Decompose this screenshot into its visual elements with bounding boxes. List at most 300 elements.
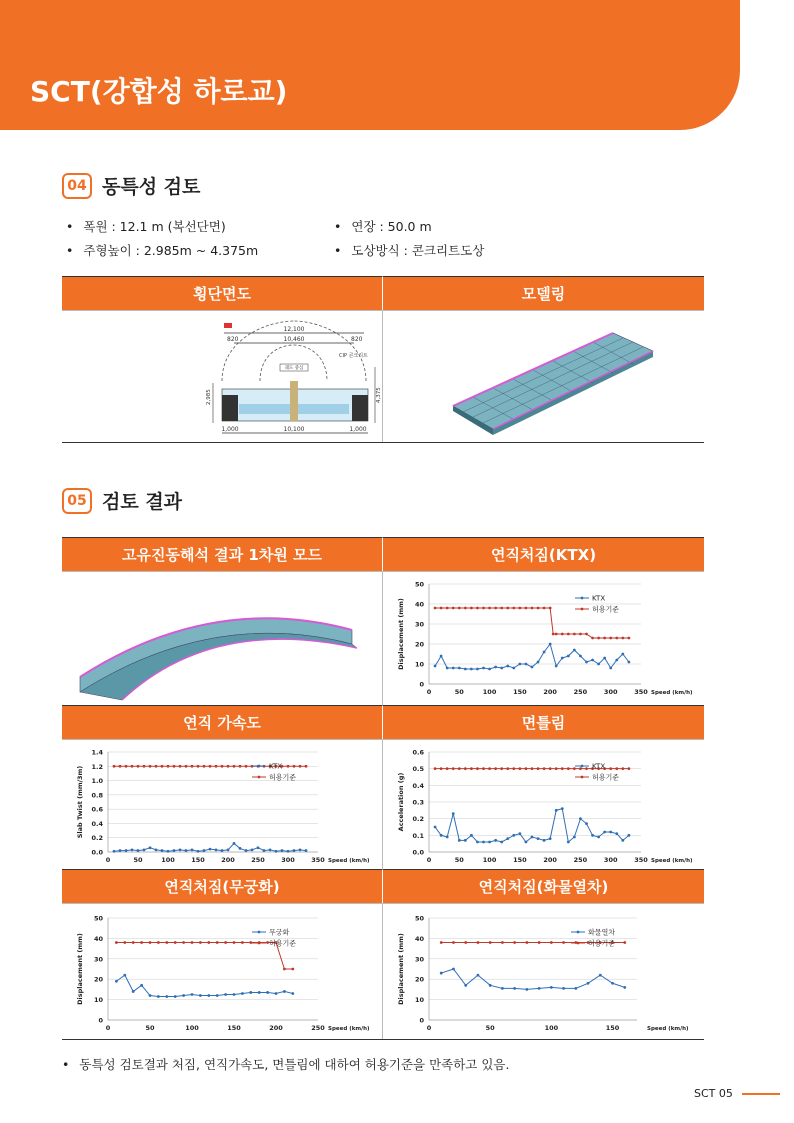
mode-shape-image: [62, 572, 382, 706]
data-point: [476, 841, 479, 844]
data-point: [476, 607, 479, 610]
data-point: [452, 941, 455, 944]
cross-section-drawing: [62, 311, 382, 443]
y-tick-label: 50: [414, 580, 424, 589]
data-point: [627, 767, 630, 770]
data-point: [434, 607, 437, 610]
x-tick-label: 150: [513, 688, 527, 696]
y-tick-label: 0.1: [412, 831, 424, 840]
y-tick-label: 0: [419, 680, 424, 689]
data-point: [197, 850, 200, 853]
data-point: [199, 994, 202, 997]
data-point: [149, 941, 152, 944]
cross-section-cell: [62, 310, 382, 442]
data-point: [525, 988, 528, 991]
data-point: [197, 765, 200, 768]
data-point: [537, 607, 540, 610]
data-point: [567, 655, 570, 658]
table-header: 횡단면도: [62, 276, 382, 310]
data-point: [251, 848, 254, 851]
data-point: [555, 665, 558, 668]
x-tick-label: 100: [544, 1024, 559, 1032]
data-point: [464, 668, 467, 671]
data-point: [538, 941, 541, 944]
data-point: [476, 668, 479, 671]
data-point: [525, 941, 528, 944]
data-point: [482, 767, 485, 770]
data-point: [561, 767, 564, 770]
chart-mugunghwa-displacement: [62, 904, 382, 1040]
data-point: [579, 817, 582, 820]
y-tick-label: 1.4: [91, 748, 103, 757]
y-tick-label: 0.2: [91, 834, 103, 843]
data-point: [143, 848, 146, 851]
data-point: [506, 665, 509, 668]
data-point: [488, 841, 491, 844]
chart-cell: [382, 739, 704, 869]
x-tick-label: 350: [634, 688, 648, 696]
section-title: 동특성 검토: [102, 176, 201, 198]
spec-list-right: [334, 215, 484, 263]
data-point: [191, 993, 194, 996]
modeling-cell: [382, 310, 704, 442]
legend-marker: [577, 931, 580, 934]
spec-item: • 연장 : 50.0 m: [334, 215, 484, 239]
data-point: [470, 668, 473, 671]
data-point: [518, 663, 521, 666]
y-tick-label: 50: [93, 914, 103, 923]
data-point: [125, 765, 128, 768]
data-point: [609, 831, 612, 834]
data-point: [477, 941, 480, 944]
x-axis-label: Speed (km/h): [328, 1026, 370, 1032]
y-tick-label: 0.0: [412, 848, 424, 857]
legend-marker: [258, 776, 261, 779]
data-point: [482, 607, 485, 610]
data-point: [585, 822, 588, 825]
data-point: [263, 849, 266, 852]
data-point: [140, 941, 143, 944]
data-point: [155, 765, 158, 768]
footer-rule: [742, 1093, 780, 1095]
data-point: [627, 834, 630, 837]
data-point: [506, 767, 509, 770]
data-point: [458, 767, 461, 770]
y-tick-label: 0.6: [412, 748, 424, 757]
x-axis-label: Speed (km/h): [651, 690, 693, 696]
x-tick-label: 150: [605, 1024, 620, 1032]
data-point: [113, 850, 116, 853]
section-05-heading: [62, 487, 182, 514]
data-point: [552, 633, 555, 636]
data-point: [440, 767, 443, 770]
data-point: [494, 666, 497, 669]
legend-marker: [581, 776, 584, 779]
data-point: [131, 848, 134, 851]
y-axis-label: Displacement (mm): [76, 933, 84, 1005]
data-point: [549, 767, 552, 770]
data-point: [470, 607, 473, 610]
data-point: [173, 849, 176, 852]
x-tick-label: 50: [454, 688, 464, 696]
data-point: [241, 992, 244, 995]
data-point: [464, 767, 467, 770]
data-point: [165, 941, 168, 944]
y-axis-label: Acceleration (g): [397, 772, 405, 832]
data-point: [209, 848, 212, 851]
data-point: [477, 974, 480, 977]
data-point: [157, 995, 160, 998]
y-tick-label: 1.0: [91, 777, 103, 786]
data-point: [185, 765, 188, 768]
y-tick-label: 30: [93, 955, 103, 964]
data-point: [167, 850, 170, 853]
x-tick-label: 0: [105, 1024, 111, 1032]
data-point: [224, 941, 227, 944]
y-tick-label: 40: [414, 934, 424, 943]
table-header: 연직처짐(무궁화): [62, 869, 382, 903]
data-point: [537, 661, 540, 664]
chart-cell: [382, 903, 704, 1039]
data-point: [131, 765, 134, 768]
x-tick-label: 250: [251, 856, 265, 864]
height-right: 4,375: [376, 387, 382, 403]
x-tick-label: 100: [482, 856, 497, 864]
data-point: [538, 987, 541, 990]
y-tick-label: 50: [414, 914, 424, 923]
legend-marker: [581, 597, 584, 600]
section-05-table: [62, 537, 704, 1040]
data-point: [458, 607, 461, 610]
x-tick-label: 0: [426, 1024, 432, 1032]
data-point: [627, 661, 630, 664]
data-point: [543, 651, 546, 654]
data-point: [440, 655, 443, 658]
data-point: [245, 849, 248, 852]
data-point: [597, 637, 600, 640]
data-point: [591, 834, 594, 837]
data-point: [537, 837, 540, 840]
data-point: [470, 767, 473, 770]
chart-slab-twist: [383, 740, 705, 870]
x-axis-label: Speed (km/h): [647, 1026, 689, 1032]
data-point: [489, 941, 492, 944]
x-axis-label: Speed (km/h): [328, 858, 370, 864]
data-point: [179, 765, 182, 768]
data-point: [182, 994, 185, 997]
dim-bottom-3: 1,000: [349, 426, 367, 433]
data-point: [149, 846, 152, 849]
data-point: [440, 972, 443, 975]
data-point: [452, 667, 455, 670]
data-point: [203, 765, 206, 768]
legend-marker: [581, 765, 584, 768]
data-point: [512, 767, 515, 770]
conclusion-note: • 동특성 검토결과 처짐, 연직가속도, 면틀림에 대하여 허용기준을 만족하고 있음.: [62, 1055, 509, 1073]
data-point: [567, 841, 570, 844]
data-point: [550, 941, 553, 944]
data-point: [573, 767, 576, 770]
data-point: [597, 663, 600, 666]
x-tick-label: 250: [573, 856, 588, 864]
y-tick-label: 0.4: [412, 781, 424, 790]
data-point: [525, 841, 528, 844]
legend-label: KTX: [269, 762, 283, 771]
legend-label: KTX: [592, 762, 606, 771]
data-point: [518, 607, 521, 610]
data-point: [501, 941, 504, 944]
data-point: [562, 987, 565, 990]
y-tick-label: 20: [414, 975, 424, 984]
data-point: [512, 834, 515, 837]
section-number: 05: [62, 488, 92, 514]
x-tick-label: 100: [161, 856, 175, 864]
x-tick-label: 300: [281, 856, 295, 864]
data-point: [115, 941, 118, 944]
data-point: [587, 982, 590, 985]
data-point: [440, 834, 443, 837]
table-header: 고유진동해석 결과 1차원 모드: [62, 537, 382, 571]
bridge-model-image: [383, 311, 705, 443]
data-point: [452, 607, 455, 610]
data-point: [299, 765, 302, 768]
spec-item: • 도상방식 : 콘크리트도상: [334, 239, 484, 263]
data-point: [233, 993, 236, 996]
data-point: [525, 663, 528, 666]
data-point: [137, 765, 140, 768]
data-point: [561, 633, 564, 636]
legend-label: 허용기준: [269, 939, 297, 948]
legend-label: 허용기준: [592, 605, 620, 614]
data-point: [266, 991, 269, 994]
data-point: [207, 994, 210, 997]
data-point: [500, 667, 503, 670]
x-tick-label: 250: [573, 688, 588, 696]
data-point: [149, 765, 152, 768]
data-point: [199, 941, 202, 944]
y-tick-label: 10: [414, 996, 424, 1005]
x-tick-label: 100: [185, 1024, 199, 1032]
y-axis-label: Slab Twist (mm/3m): [76, 765, 84, 839]
data-point: [500, 607, 503, 610]
data-point: [489, 984, 492, 987]
data-point: [458, 839, 461, 842]
x-tick-label: 250: [311, 1024, 325, 1032]
data-point: [283, 968, 286, 971]
data-point: [518, 832, 521, 835]
x-tick-label: 350: [634, 856, 648, 864]
data-point: [185, 849, 188, 852]
data-point: [174, 995, 177, 998]
data-point: [275, 992, 278, 995]
data-point: [464, 984, 467, 987]
data-point: [167, 765, 170, 768]
dim-top-2: 10,460: [283, 336, 305, 343]
data-point: [182, 941, 185, 944]
data-point: [137, 849, 140, 852]
data-point: [609, 667, 612, 670]
table-header: 연직처짐(화물열차): [382, 869, 704, 903]
data-point: [440, 941, 443, 944]
header-banner: [0, 0, 740, 130]
data-point: [191, 941, 194, 944]
data-point: [615, 832, 618, 835]
data-point: [293, 765, 296, 768]
y-tick-label: 0.5: [412, 765, 424, 774]
data-point: [119, 849, 122, 852]
data-point: [241, 941, 244, 944]
y-tick-label: 1.2: [91, 762, 103, 771]
x-tick-label: 200: [269, 1024, 283, 1032]
x-tick-label: 0: [105, 856, 111, 864]
data-point: [621, 653, 624, 656]
data-point: [458, 667, 461, 670]
data-point: [623, 941, 626, 944]
data-point: [161, 849, 164, 852]
data-point: [585, 633, 588, 636]
data-point: [227, 765, 230, 768]
data-point: [555, 767, 558, 770]
x-tick-label: 0: [426, 856, 432, 864]
data-point: [579, 655, 582, 658]
chart-ktx-displacement: [383, 572, 705, 706]
data-point: [494, 767, 497, 770]
section-04-table: [62, 276, 704, 443]
data-point: [562, 941, 565, 944]
data-point: [434, 826, 437, 829]
y-tick-label: 0: [98, 1016, 103, 1025]
data-point: [446, 767, 449, 770]
data-point: [597, 836, 600, 839]
x-tick-label: 50: [145, 1024, 155, 1032]
data-point: [506, 607, 509, 610]
legend-label: 화물열차: [588, 928, 616, 937]
data-point: [482, 841, 485, 844]
data-point: [283, 990, 286, 993]
data-point: [165, 995, 168, 998]
data-point: [573, 633, 576, 636]
data-point: [245, 765, 248, 768]
dim-bottom-2: 10,100: [283, 426, 305, 433]
data-point: [549, 643, 552, 646]
data-point: [501, 987, 504, 990]
data-point: [209, 765, 212, 768]
data-point: [574, 987, 577, 990]
data-point: [227, 848, 230, 851]
y-tick-label: 0.3: [412, 798, 424, 807]
chart-vertical-acceleration: [62, 740, 382, 870]
data-point: [585, 767, 588, 770]
table-header: 모델링: [382, 276, 704, 310]
data-point: [482, 667, 485, 670]
legend-label: 허용기준: [588, 939, 616, 948]
y-tick-label: 20: [93, 975, 103, 984]
data-point: [585, 661, 588, 664]
dim-top-1: 12,100: [283, 326, 305, 333]
data-point: [561, 657, 564, 660]
legend-marker: [581, 608, 584, 611]
data-point: [291, 968, 294, 971]
dim-side-left: 820: [227, 336, 239, 343]
data-point: [591, 637, 594, 640]
data-point: [573, 649, 576, 652]
y-tick-label: 0.4: [91, 819, 103, 828]
data-point: [179, 848, 182, 851]
x-tick-label: 150: [191, 856, 205, 864]
data-point: [452, 968, 455, 971]
data-point: [132, 990, 135, 993]
cip-label: CIP 콘크리트: [339, 353, 368, 359]
data-point: [500, 841, 503, 844]
data-point: [512, 667, 515, 670]
data-point: [293, 849, 296, 852]
center-label: 궤도 중심: [284, 366, 304, 371]
y-tick-label: 10: [414, 660, 424, 669]
data-point: [143, 765, 146, 768]
data-point: [157, 941, 160, 944]
y-axis-label: Displacement (mm): [397, 598, 405, 670]
data-point: [494, 839, 497, 842]
data-point: [291, 992, 294, 995]
y-tick-label: 30: [414, 620, 424, 629]
data-point: [488, 668, 491, 671]
x-tick-label: 350: [311, 856, 325, 864]
data-point: [269, 848, 272, 851]
data-point: [494, 607, 497, 610]
mode-shape-cell: [62, 571, 382, 705]
height-left: 2,985: [206, 389, 212, 405]
data-point: [249, 941, 252, 944]
x-tick-label: 150: [513, 856, 527, 864]
data-point: [115, 980, 118, 983]
data-point: [258, 991, 261, 994]
data-point: [488, 767, 491, 770]
x-tick-label: 200: [543, 856, 557, 864]
data-point: [623, 986, 626, 989]
y-axis-label: Displacement (mm): [397, 933, 405, 1005]
data-point: [549, 607, 552, 610]
y-tick-label: 0: [419, 1016, 424, 1025]
data-point: [476, 767, 479, 770]
dim-side-right: 820: [351, 336, 363, 343]
data-point: [446, 836, 449, 839]
data-point: [287, 850, 290, 853]
data-point: [531, 666, 534, 669]
data-point: [221, 849, 224, 852]
chart-freight-displacement: [383, 904, 705, 1040]
legend-marker: [577, 942, 580, 945]
series-line-limit: [116, 942, 292, 969]
data-point: [233, 765, 236, 768]
data-point: [615, 767, 618, 770]
data-point: [257, 846, 260, 849]
page-title: SCT(강합성 하로교): [30, 75, 288, 108]
legend-label: 허용기준: [269, 773, 297, 782]
data-point: [531, 767, 534, 770]
data-point: [531, 836, 534, 839]
spec-item: • 주형높이 : 2.985m ~ 4.375m: [66, 239, 258, 263]
data-point: [140, 984, 143, 987]
data-point: [215, 765, 218, 768]
legend-label: 무궁화: [269, 928, 290, 937]
y-tick-label: 20: [414, 640, 424, 649]
data-point: [621, 637, 624, 640]
data-point: [603, 657, 606, 660]
data-point: [567, 633, 570, 636]
legend-marker: [258, 931, 261, 934]
data-point: [611, 982, 614, 985]
data-point: [500, 767, 503, 770]
